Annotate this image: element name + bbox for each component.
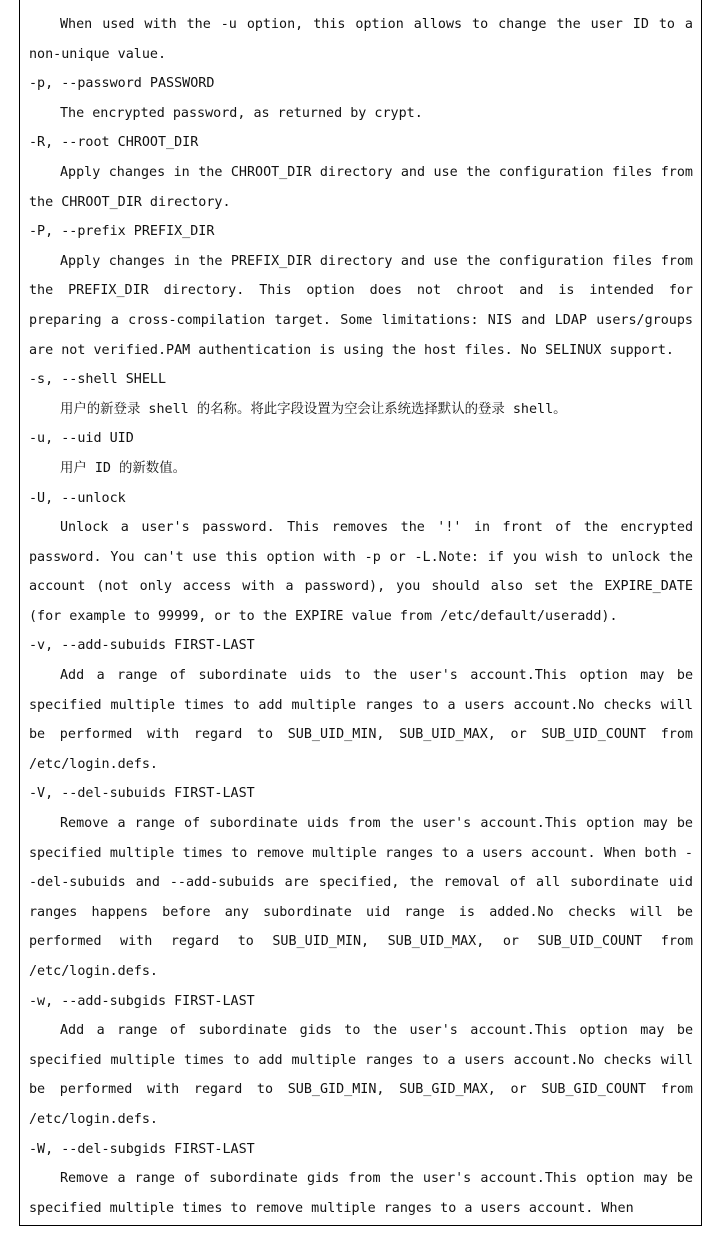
option-description-unlock: Unlock a user's password. This removes the '!' in front of the encrypted password. You can't use this option with -p or -L.Note: if you wish to unlock the account (not only access with a password), you should also set the EXPIRE_DATE (for example to 99999, or to the EXPIRE value from /etc/default/useradd). — [29, 520, 693, 624]
option-description-root: Apply changes in the CHROOT_DIR directory and use the configuration files from the CHROOT_DIR directory. — [29, 164, 693, 210]
man-page-content — [19, 0, 702, 1226]
option-flag-del-subgids: -W, --del-subgids FIRST-LAST — [29, 1141, 255, 1157]
option-description-del-subgids: Remove a range of subordinate gids from the user's account.This option may be specified multiple times to remove multiple ranges to a users account. When — [29, 1171, 693, 1216]
option-flag-uid: -u, --uid UID — [29, 431, 134, 447]
option-flag-del-subuids: -V, --del-subuids FIRST-LAST — [29, 786, 255, 802]
option-flag-prefix: -P, --prefix PREFIX_DIR — [29, 224, 215, 240]
option-description-del-subuids: Remove a range of subordinate uids from the user's account.This option may be specified multiple times to remove multiple ranges to a users account. When both --del-subuids and --add-subuids are specified, the removal of all subordinate uid ranges happens before any subordinate uid range is added.No checks will be performed with regard to SUB_UID_MIN, SUB_UID_MAX, or SUB_UID_COUNT from /etc/login.defs. — [29, 816, 693, 979]
option-flag-add-subuids: -v, --add-subuids FIRST-LAST — [29, 638, 255, 654]
option-flag-password: -p, --password PASSWORD — [29, 76, 215, 92]
option-flag-shell: -s, --shell SHELL — [29, 372, 167, 388]
option-description-prefix: Apply changes in the PREFIX_DIR directory and use the configuration files from the PREFIX_DIR directory. This option does not chroot and is intended for preparing a cross-compilation target. Some limitations: NIS and LDAP users/groups are not verified.PAM authentication is using the host files. No SELINUX support. — [29, 253, 693, 358]
option-description-add-subuids: Add a range of subordinate uids to the user's account.This option may be specified multiple times to add multiple ranges to a users account.No checks will be performed with regard to SUB_UID_MIN, SUB_UID_MAX, or SUB_UID_COUNT from /etc/login.defs. — [29, 668, 693, 772]
option-flag-unlock: -U, --unlock — [29, 490, 126, 506]
option-description-password: The encrypted password, as returned by crypt. — [60, 105, 423, 121]
option-flag-add-subgids: -w, --add-subgids FIRST-LAST — [29, 993, 255, 1009]
option-description: When used with the -u option, this option allows to change the user ID to a non-unique value. — [29, 17, 693, 62]
option-description-shell: 用户的新登录 shell 的名称。将此字段设置为空会让系统选择默认的登录 shell。 — [60, 401, 567, 417]
option-description-uid: 用户 ID 的新数值。 — [60, 460, 186, 476]
option-description-add-subgids: Add a range of subordinate gids to the user's account.This option may be specified multiple times to add multiple ranges to a users account.No checks will be performed with regard to SUB_GID_MIN, SUB_GID_MAX, or SUB_GID_COUNT from /etc/login.defs. — [29, 1023, 693, 1127]
option-flag-root: -R, --root CHROOT_DIR — [29, 135, 199, 151]
